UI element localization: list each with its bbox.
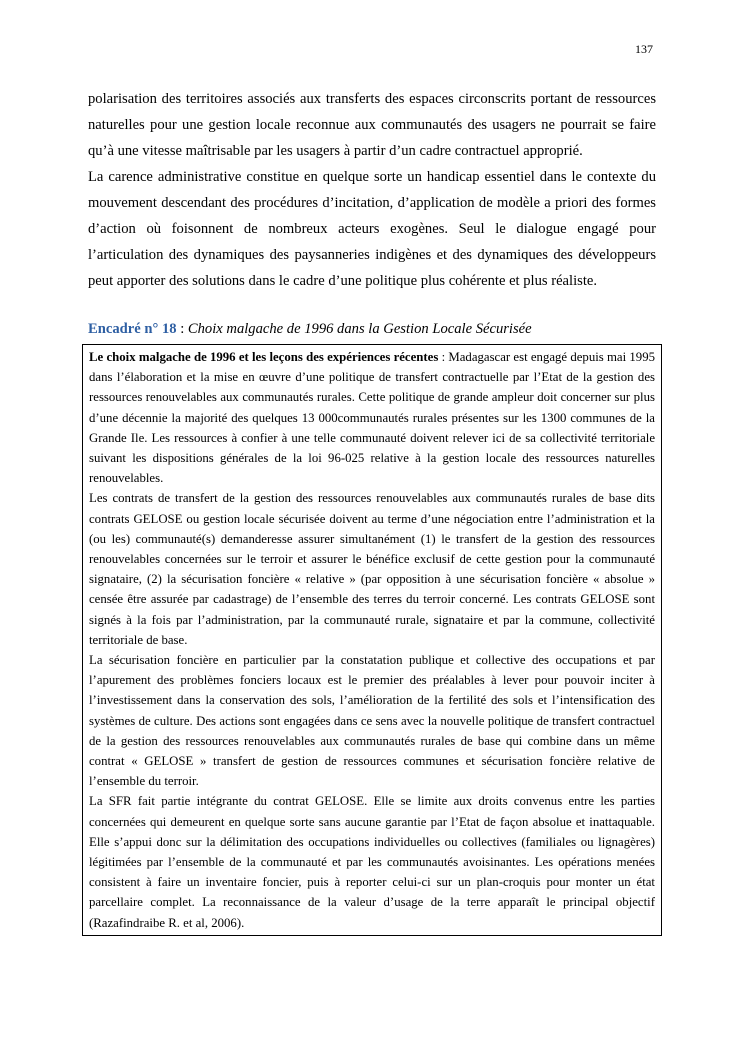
box-title: Choix malgache de 1996 dans la Gestion Locale Sécurisée (187, 321, 532, 337)
body-paragraph: La carence administrative constitue en quelque sorte un handicap essentiel dans le contexte du mouvement descendant des procédures d’incitation, d’application de modèle a priori des formes d’action où foisonnent de nombreux acteurs exogènes. Seul le dialogue engagé pour l’articulation des dynamiques des paysanneries indigènes et des dynamiques des développeurs peut apporter des solutions dans le cadre d’une politique plus cohérente et plus réaliste. (88, 169, 656, 289)
box-paragraph: La SFR fait partie intégrante du contrat GELOSE. Elle se limite aux droits convenus entre les parties concernées qui demeurent en quelque sorte sans aucune garantie par l’Etat de façon absolue et inattaquable. Elle s’appui donc sur la délimitation des occupations individuelles ou collectives (familiales ou lignagères) légitimées par l’ensemble de la communauté et par les communautés avoisinantes. Les opérations menées consistent à faire un inventaire foncier, puis à reporter celui-ci sur un plan-croquis pour monter un état parcellaire complet. La reconnaissance de la valeur d’usage de la terre apparaît le principal objectif (Razafindraibe R. et al, 2006). (89, 794, 655, 930)
body-text (88, 86, 656, 294)
box-paragraph (89, 347, 655, 488)
box-label: Encadré n° 18 (88, 321, 177, 337)
box-lead-heading: Le choix malgache de 1996 et les leçons des expériences récentes (89, 350, 439, 364)
box-lead-text: : Madagascar est engagé depuis mai 1995 dans l’élaboration et la mise en œuvre d’une politique de transfert contractuelle par l’Etat de la gestion des ressources renouvelables aux communautés rurales. Cette politique de grande ampleur doit concerner sur plus d’une décennie la majorité des quelques 13 000communautés rurales présentes sur les 1300 communes de la Grande Ile. Les ressources à confier à une telle communauté doivent relever ici de sa collectivité territoriale suivant les dispositions générales de la loi 96-025 relative à la gestion locale des ressources naturelles renouvelables. (89, 350, 655, 486)
box-paragraph: Les contrats de transfert de la gestion des ressources renouvelables aux communautés rurales de base dits contrats GELOSE ou gestion locale sécurisée doivent au terme d’une négociation entre l’administration et la (ou les) communauté(s) demanderesse assurer simultanément (1) le transfert de la gestion des ressources renouvelables concernées sur le terroir et assurer le bénéfice exclusif de cette gestion pour la communauté signataire, (2) la sécurisation foncière « relative » (par opposition à une sécurisation foncière « absolue » censée être assurée par cadastrage) de l’ensemble des terres du terroir concerné. Les contrats GELOSE sont signés à la fois par l’administration, par la communauté rurale, signataire et par la commune, collectivité territoriale de base. (89, 491, 655, 647)
box-caption (88, 318, 656, 340)
text-box (82, 344, 662, 936)
page-number: 137 (635, 42, 653, 56)
caption-separator: : (176, 321, 188, 337)
body-paragraph: polarisation des territoires associés aux transferts des espaces circonscrits portant de ressources naturelles pour une gestion locale reconnue aux communautés des usagers ne pourrait se faire qu’à une vitesse maîtrisable par les usagers à partir d’un cadre contractuel approprié. (88, 91, 656, 159)
box-paragraph: La sécurisation foncière en particulier par la constatation publique et collective des occupations et par l’apurement des problèmes fonciers locaux est le premier des préalables à lever pour pouvoir inciter à l’investissement dans la conservation des sols, l’amélioration de la fertilité des sols et l’intensification des systèmes de culture. Des actions sont engagées dans ce sens avec la nouvelle politique de transfert contractuel de la gestion des ressources renouvelables aux communautés rurales de base qui combine dans un même contrat « GELOSE » transfert de gestion de ressources communes et sécurisation foncière relative de l’ensemble du terroir. (89, 653, 655, 789)
